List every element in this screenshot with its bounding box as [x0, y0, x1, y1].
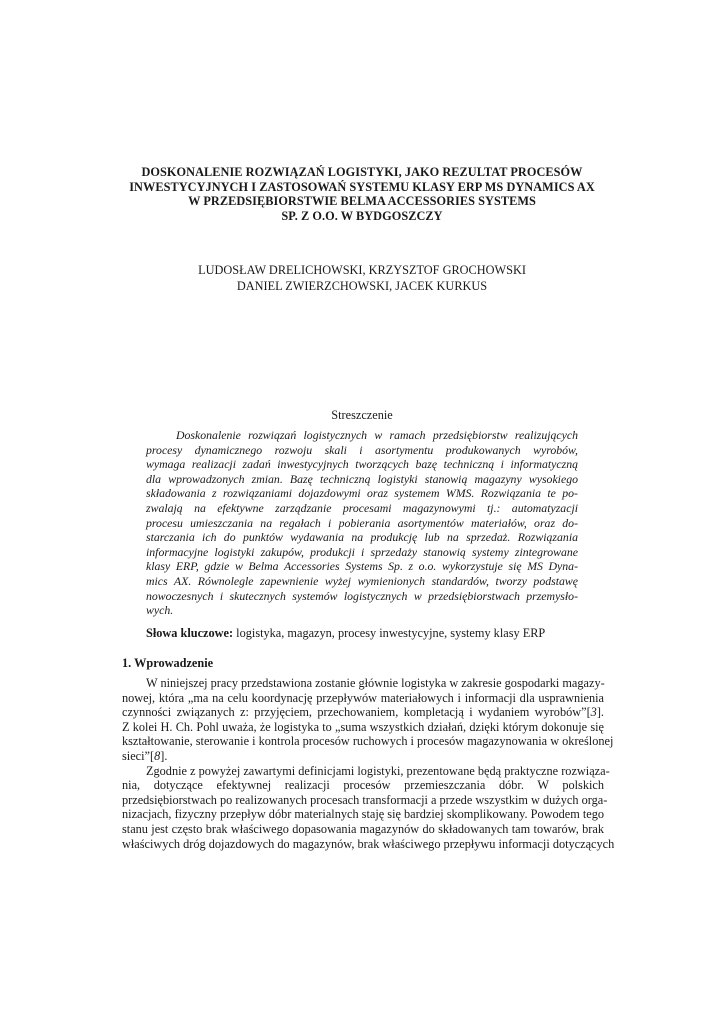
abstract-line: klasy ERP, gdzie w Belma Accessories Systems Sp. z o.o. wykorzystuje się MS Dyna- — [146, 559, 578, 574]
abstract-line: procesu umieszczania na regałach i pobierania asortymentów materiałów, oraz do- — [146, 515, 578, 530]
abstract-line: informacyjne logistyki zakupów, produkcji i sprzedaży stanowią systemy zintegrowane — [146, 544, 578, 559]
title-line: SP. Z O.O. W BYDGOSZCZY — [281, 208, 443, 223]
keywords-label: Słowa kluczowe: — [146, 626, 234, 640]
abstract-line: mics AX. Równolegle zapewnienie wyżej wymienionych standardów, tworzy podstawę — [146, 573, 578, 588]
body-line: nia, dotyczące efektywnej realizacji procesów przemieszczania dóbr. W polskich — [122, 778, 604, 793]
body-line-tail: ]. — [596, 705, 604, 720]
paper-title — [100, 165, 624, 223]
title-line: DOSKONALENIE ROZWIĄZAŃ LOGISTYKI, JAKO REZULTAT PROCESÓW — [141, 165, 583, 179]
section-heading: 1. Wprowadzenie — [122, 656, 214, 670]
body-line: stanu jest często brak właściwego dopasowania magazynów do składowanych tam towarów, brak — [122, 821, 604, 836]
citation-ref: 3 — [590, 705, 597, 720]
body-line: W niniejszej pracy przedstawiona zostanie głównie logistyka w zakresie gospodarki magazy- — [146, 676, 605, 690]
author-list — [100, 263, 624, 294]
body-line: kształtowanie, sterowanie i kontrola procesów ruchowych i procesów magazynowania w określonej — [122, 734, 614, 749]
body-line-tail: ]. — [160, 748, 168, 763]
citation-ref: 8 — [154, 748, 161, 763]
keywords-text: logistyka, magazyn, procesy inwestycyjne, systemy klasy ERP — [233, 626, 546, 640]
title-line: INWESTYCYJNYCH I ZASTOSOWAŃ SYSTEMU KLASY ERP MS DYNAMICS AX — [129, 179, 595, 194]
author-line: DANIEL ZWIERZCHOWSKI, JACEK KURKUS — [236, 278, 488, 293]
body-line: nowej, która „ma na celu koordynację przepływów materiałowych i informacji dla usprawnienia — [122, 690, 604, 705]
body-line — [122, 749, 604, 764]
abstract-line: starczania ich do punktów wydawania na produkcję lub na sprzedaż. Rozwiązania — [146, 530, 578, 545]
body-line-text: sieci”[ — [122, 748, 155, 763]
abstract-line: nowoczesnych i skutecznych systemów logistycznych w przedsiębiorstwach przemysło- — [146, 588, 578, 603]
abstract-line: zwalają na efektywne zarządzanie procesami magazynowymi tj.: automatyzacji — [146, 500, 578, 515]
abstract-line: wych. — [146, 603, 174, 618]
body-line: Z kolei H. Ch. Pohl uważa, że logistyka to „suma wszystkich działań, dzięki którym dokonuje się — [122, 719, 604, 734]
abstract-heading: Streszczenie — [331, 408, 393, 422]
title-line: W PRZEDSIĘBIORSTWIE BELMA ACCESSORIES SYSTEMS — [188, 194, 536, 209]
body-line — [122, 705, 604, 720]
abstract-line: wymaga realizacji zadań inwestycyjnych tworzących bazę techniczną i informatyczną — [146, 457, 578, 472]
abstract-line: procesy dynamicznego rozwoju skali i asortymentu produkowanych wyrobów, — [146, 442, 578, 457]
author-line: LUDOSŁAW DRELICHOWSKI, KRZYSZTOF GROCHOWSKI — [198, 263, 526, 277]
body-text — [122, 676, 615, 851]
body-line: właściwych dróg dojazdowych do magazynów, brak właściwego przepływu informacji dotyczących — [122, 836, 615, 851]
abstract-line: składowania z rozwiązaniami dojazdowymi oraz systemem WMS. Rozwiązania te po- — [146, 486, 578, 501]
abstract-line: dla wprowadzonych zmian. Bazę techniczną logistyki stanowią magazyny wysokiego — [146, 471, 578, 486]
body-line: Zgodnie z powyżej zawartymi definicjami logistyki, prezentowane będą praktyczne rozwiąza- — [146, 763, 610, 778]
abstract-line: Doskonalenie rozwiązań logistycznych w ramach przedsiębiorstw realizujących — [176, 428, 578, 442]
body-line: nizacjach, fizyczny przepływ dóbr materialnych staję się bardziej skomplikowany. Powodem tego — [122, 807, 605, 822]
abstract-text — [146, 428, 578, 618]
body-line-text: czynności związanych z: przyjęciem, przechowaniem, kompletacją i wydaniem wyrobów”[ — [122, 705, 591, 720]
body-line: przedsiębiorstwach po realizowanych procesach transformacji a przede wszystkim w dużych orga- — [122, 792, 608, 807]
keywords — [146, 626, 586, 641]
